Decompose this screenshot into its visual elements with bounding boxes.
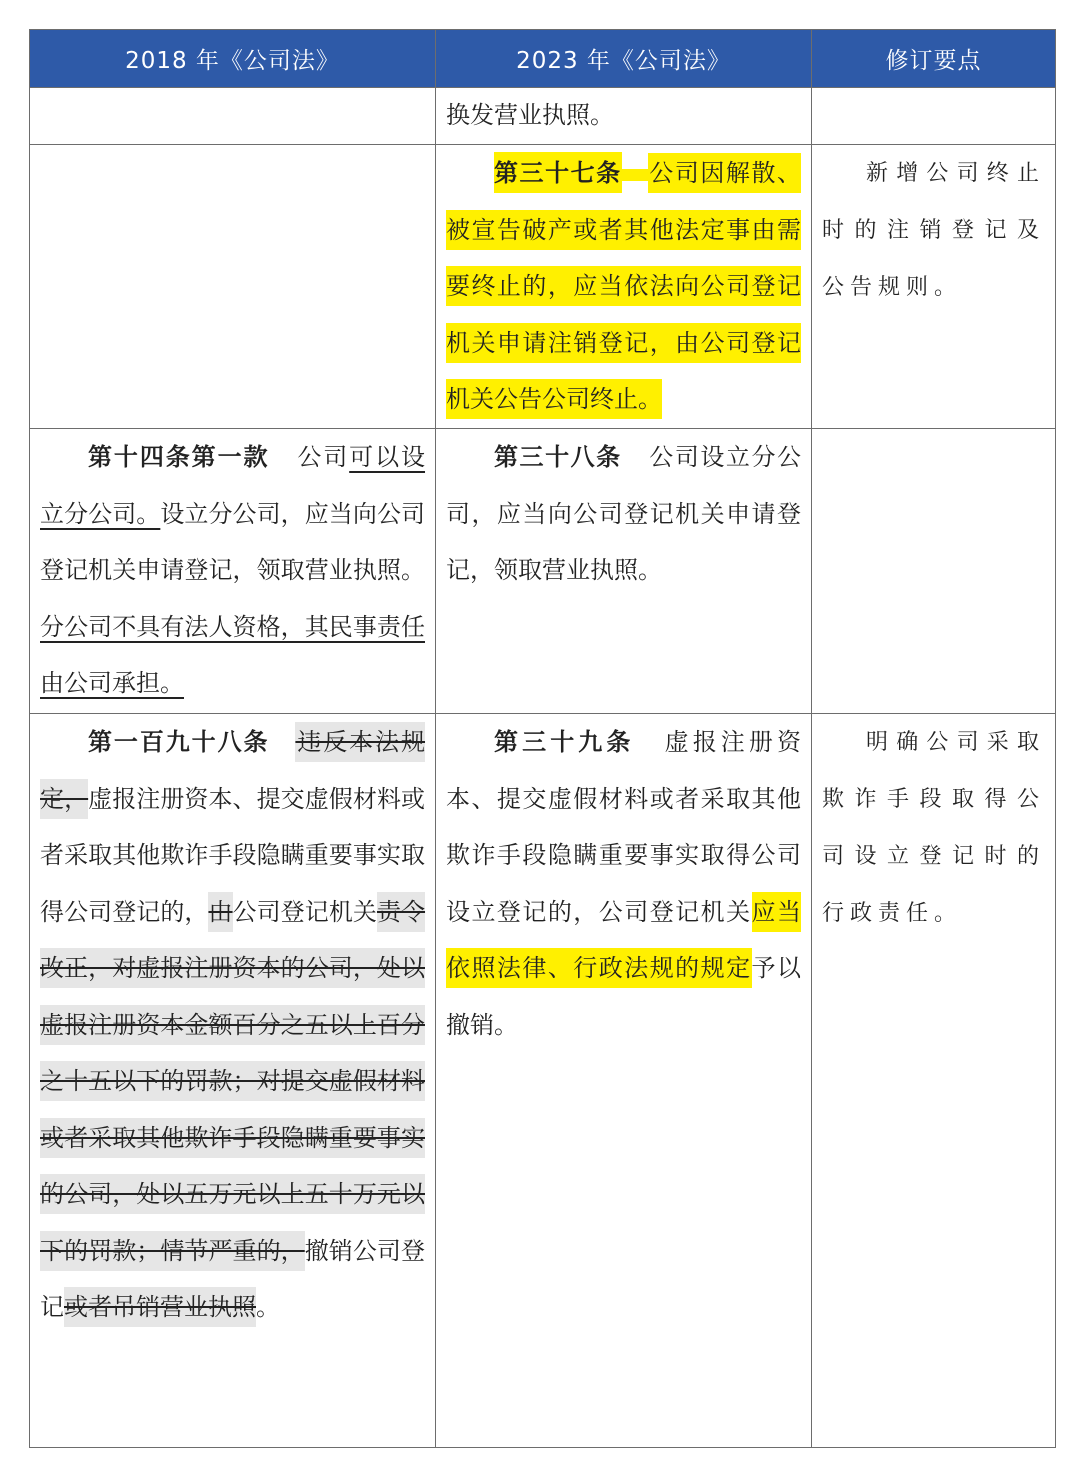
law-comparison-table: [29, 29, 1056, 1448]
new-law-text: 换发营业执照。: [446, 101, 614, 129]
old-law-text: 设立分公司，应当向公司登记机关申请登记，领取营业执照。: [40, 499, 426, 584]
header-row: [30, 30, 1056, 88]
header-notes: 修订要点: [812, 30, 1056, 88]
old-law-text-underlined: 可以设立分公司。: [40, 443, 426, 528]
old-law-cell: [30, 429, 436, 714]
old-law-text: 。: [256, 1293, 280, 1321]
law-comparison-table-wrap: [29, 29, 1055, 1448]
new-law-cell: [436, 714, 812, 1448]
new-article-number: 第三十七条: [494, 152, 622, 193]
revision-note: 新增公司终止时的注销登记及公告规则。: [822, 161, 1045, 300]
new-article-number: 第三十八条: [494, 442, 622, 471]
table-row: [30, 145, 1056, 429]
new-law-text: 予以撤销。: [446, 954, 802, 1039]
note-cell: [812, 714, 1056, 1448]
new-law-text: 虚报注册资本、提交虚假材料或者采取其他欺诈手段隐瞒重要事实取得公司设立登记的，公司登记机关: [446, 728, 801, 926]
old-law-cell: [30, 88, 436, 145]
table-row: [30, 88, 1056, 145]
old-law-cell: [30, 145, 436, 429]
old-law-cell: [30, 714, 436, 1448]
new-law-cell: [436, 88, 812, 145]
new-law-text-highlighted: 应当依照法律、行政法规的规定: [446, 892, 801, 989]
old-law-text-underlined: 分公司不具有法人资格，其民事责任由公司承担。: [40, 612, 425, 697]
revision-note: 明确公司采取欺诈手段取得公司设立登记时的行政责任。: [822, 730, 1045, 926]
table-row: [30, 429, 1056, 714]
new-law-text: 公司因解散、被宣告破产或者其他法定事由需要终止的，应当依法向公司登记机关申请注销登记，由公司登记机关公告公司终止。: [446, 153, 801, 419]
spacer: [622, 169, 648, 181]
new-article-number: 第三十九条: [494, 727, 635, 756]
old-law-text: 公司: [295, 443, 350, 471]
deleted-text: 由: [208, 892, 232, 932]
deleted-text: 责令改正，对虚报注册资本的公司，处以虚报注册资本金额百分之五以上百分之十五以下的罚款；对提交虚假材料或者采取其他欺诈手段隐瞒重要事实的公司，处以五万元以上五十万元以下的罚款；情节严重的，: [40, 892, 425, 1271]
header-2023: 2023 年《公司法》: [436, 30, 812, 88]
deleted-text: 违反本法规定，: [40, 722, 425, 819]
old-article-number: 第十四条第一款: [88, 442, 270, 471]
old-law-text: 虚报注册资本、提交虚假材料或者采取其他欺诈手段隐瞒重要事实取得公司登记的，: [40, 784, 426, 926]
new-law-cell: [436, 145, 812, 429]
deleted-text: 或者吊销营业执照: [64, 1287, 256, 1327]
note-cell: [812, 429, 1056, 714]
new-law-cell: [436, 429, 812, 714]
old-law-text: 撤销公司登记: [40, 1236, 426, 1321]
header-2018: 2018 年《公司法》: [30, 30, 436, 88]
new-law-text: 公司设立分公司，应当向公司登记机关申请登记，领取营业执照。: [446, 443, 802, 584]
note-cell: [812, 145, 1056, 429]
old-law-text: 公司登记机关: [232, 897, 377, 926]
old-article-number: 第一百九十八条: [88, 727, 270, 756]
table-row: [30, 714, 1056, 1448]
note-cell: [812, 88, 1056, 145]
